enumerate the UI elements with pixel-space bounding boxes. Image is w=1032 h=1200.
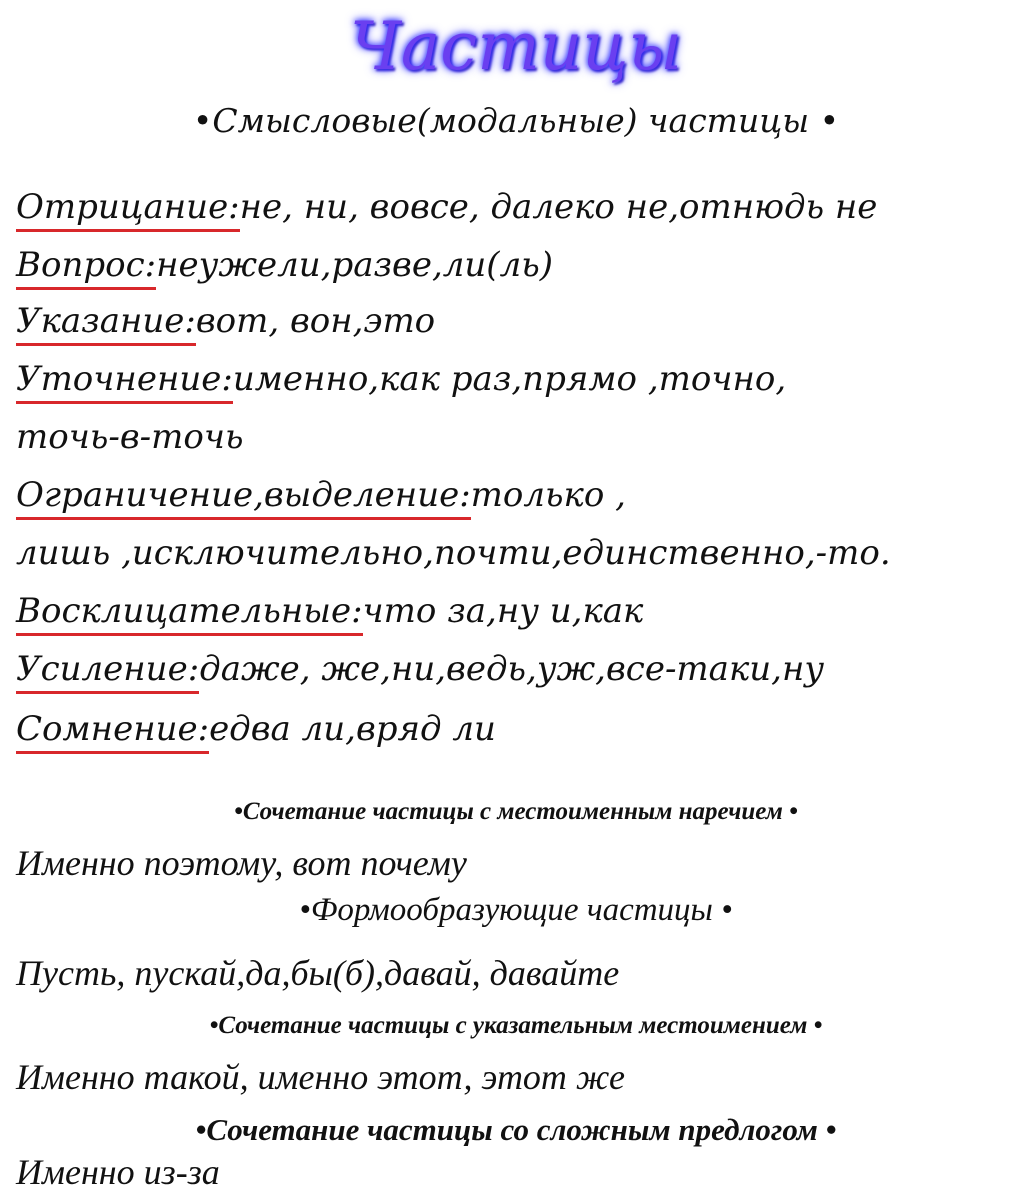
example-adverb: Именно поэтому, вот почему [16,843,467,883]
row-label: Ограничение,выделение: [16,473,471,520]
row-label: Отрицание: [16,185,240,232]
section-heading-adverb: •Сочетание частицы с местоименным наречием • [234,798,798,825]
section-heading-preposition: •Сочетание частицы со сложным предлогом • [195,1112,837,1147]
row-text: что за,ну и,как [362,591,644,631]
list-item [16,702,496,756]
row-text: не, ни, вовсе, далеко не,отнюдь не [239,187,878,227]
section-heading-form: •Формообразующие частицы • [299,892,733,928]
row-label: Сомнение: [16,707,209,754]
list-item [16,584,643,638]
list-item [16,238,553,292]
row-text: точь-в-точь [16,417,244,457]
row-text: даже, же,ни,ведь,уж,все-таки,ну [199,649,825,689]
list-item [16,410,244,464]
row-text: только , [470,475,626,515]
list-item [16,180,877,234]
row-text: вот, вон,это [195,301,436,341]
example-pronoun: Именно такой, именно этот, этот же [16,1057,625,1097]
section-heading-modal: •Смысловые(модальные) частицы • [192,101,840,140]
row-text: именно,как раз,прямо ,точно, [232,359,787,399]
list-item [16,294,435,348]
section-heading-pronoun: •Сочетание частицы с указательным местоимением • [209,1012,823,1039]
list-item [16,468,626,522]
row-text: едва ли,вряд ли [209,709,496,749]
row-label: Уточнение: [16,357,233,404]
row-label: Восклицательные: [16,589,363,636]
example-preposition: Именно из-за [16,1152,220,1192]
example-form: Пусть, пускай,да,бы(б),давай, давайте [16,953,620,993]
list-item [16,352,786,406]
row-label: Усиление: [16,647,199,694]
row-text: неужели,разве,ли(ль) [156,245,553,285]
page-title: Частицы [349,8,683,85]
row-text: лишь ,исключительно,почти,единственно,-то. [16,533,891,573]
list-item [16,526,891,580]
row-label: Указание: [16,299,196,346]
row-label: Вопрос: [16,243,156,290]
list-item [16,642,824,696]
